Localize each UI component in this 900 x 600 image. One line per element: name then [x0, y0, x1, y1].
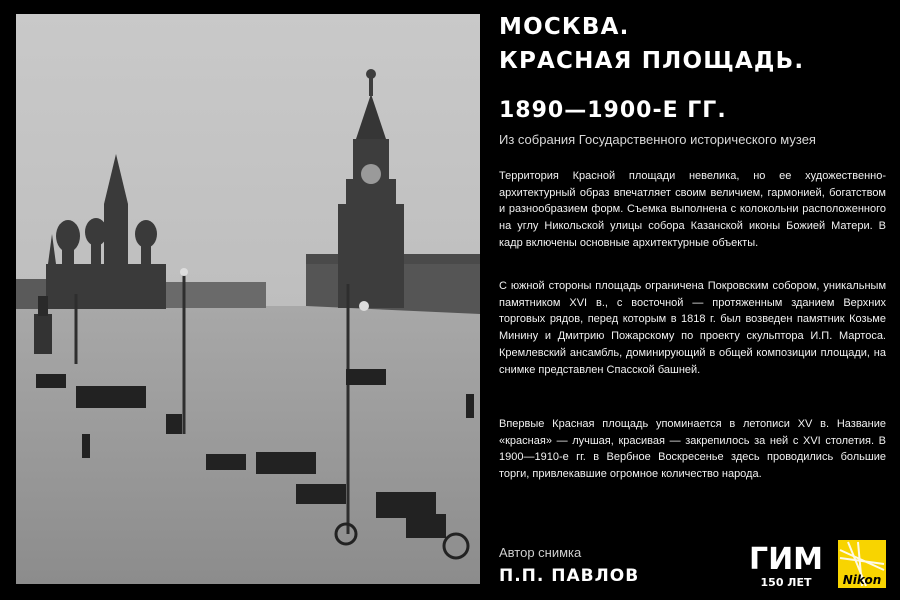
nikon-logo [838, 540, 886, 588]
paragraph-1: Территория Красной площади невелика, но ее художественно-архитектурный образ впечатляет своим величием, гармонией, богатством и разнообразием форм. Съемка выполнена с колокольни расположенного на углу Никольской улицы собора Казанской иконы Божией Матери. В кадр включены основные архитектурные объекты. [499, 170, 886, 249]
period-heading: 1890—1900-Е ГГ. [499, 98, 727, 123]
ghm-logo-subtext: 150 ЛЕТ [760, 576, 812, 589]
author-label: Автор снимка [499, 545, 582, 560]
historic-photo [16, 14, 480, 584]
ghm-logo [745, 540, 827, 590]
paragraph-2: С южной стороны площадь ограничена Покровским собором, уникальным памятником XVI в., с восточной — протяженным зданием Верхних торговых рядов, перед которым в 1818 г. был возведен памятник Козьме Минину и Дмитрию Пожарскому по проекту скульптора И.П. Мартоса. Кремлевский ансамбль, доминирующий в общей композиции площади, на снимке представлен Спасской башней. [499, 280, 886, 376]
page-title [499, 10, 889, 78]
nikon-logo-text: Nikon [842, 573, 882, 587]
ghm-logo-text: ГИМ [748, 542, 824, 577]
nikon-logo-mark [838, 540, 886, 588]
title-line-1: МОСКВА. [499, 14, 630, 40]
source-caption: Из собрания Государственного исторического музея [499, 132, 816, 147]
paragraph-3: Впервые Красная площадь упоминается в летописи XV в. Название «красная» — лучшая, красивая — закрепилось за ней с XVI столетия. В 1900—1910-е гг. в Вербное Воскресенье здесь проводились большие торги, привлекавшие огромное количество народа. [499, 418, 886, 481]
author-name: П.П. ПАВЛОВ [499, 566, 640, 586]
red-square-photo [16, 14, 480, 584]
text-panel [499, 10, 889, 481]
title-line-2: КРАСНАЯ ПЛОЩАДЬ. [499, 48, 805, 74]
